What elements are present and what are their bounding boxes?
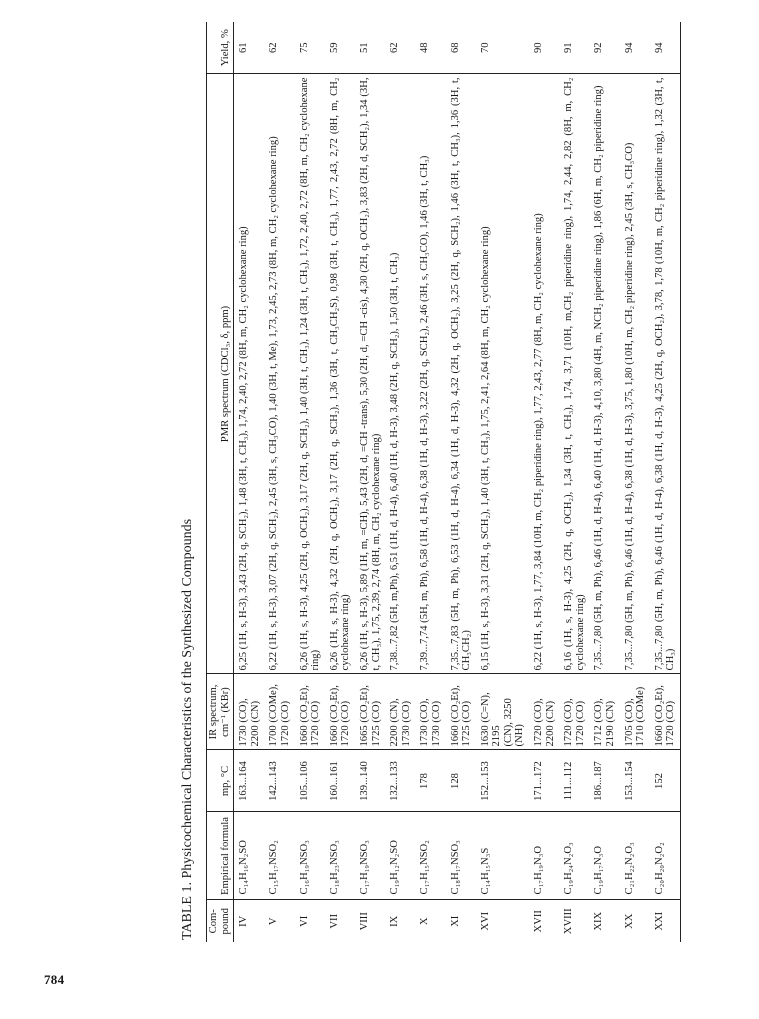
cell-formula: C₁₇H₁₉NSO₃ xyxy=(355,812,385,900)
header-yield: Yield, % xyxy=(207,22,234,74)
cell-compound: IV xyxy=(238,915,250,927)
cell-compound: X xyxy=(419,917,431,926)
cell-compound: VIII xyxy=(358,912,370,931)
cell-yield: 94 xyxy=(620,22,650,74)
cell-ir: 1660 (CO₂Et), 1720 (CO) xyxy=(325,674,355,750)
rotated-table-block xyxy=(180,5,759,1000)
cell-formula: C₁₇H₁₅NSO₂ xyxy=(415,812,445,900)
cell-pmr: 6,22 (1H, s, H-3), 1,77, 3,84 (10H, m, CH₂ piperidine ring), 1,77, 2,43, 2,77 (8H, m, CH₂ cyclohexane ring) xyxy=(529,74,559,674)
cell-pmr: 6,15 (1H, s, H-3), 3,31 (2H, q, SCH₂), 1,40 (3H, t, CH₃), 1,75, 2,41, 2,64 (8H, m, CH₂ cyclohexane ring) xyxy=(476,74,529,674)
cell-mp: 152...153 xyxy=(476,750,529,812)
cell-compound: XX xyxy=(623,913,635,929)
cell-ir: 1660 (CO₂Et), 1725 (CO) xyxy=(446,674,476,750)
table-row xyxy=(385,22,415,942)
table-row xyxy=(234,22,265,942)
cell-formula: C₁₉H₁₂N₂SO xyxy=(385,812,415,900)
header-pmr: PMR spectrum (CDCl₃, δ, ppm) xyxy=(207,74,234,674)
cell-formula: C₂₁H₂₂N₂O₃ xyxy=(620,812,650,900)
cell-compound: XVIII xyxy=(563,908,575,935)
table-row xyxy=(476,22,529,942)
cell-pmr: 6,26 (1H, s, H-3), 4,32 (2H, q, OCH₂), 3,17 (2H, q, SCH₂), 1,36 (3H, t, CH₃CH₂S), 0,98 (3H, t, CH₃), 1,77, 2,43, 2,72 (8H, m, CH₂ cyclohexane ring) xyxy=(325,74,355,674)
cell-yield: 48 xyxy=(415,22,445,74)
cell-formula: C₂₀H₂₀N₂O₂ xyxy=(650,812,681,900)
cell-compound: XXI xyxy=(650,900,681,942)
cell-mp: 171...172 xyxy=(529,750,559,812)
table-row xyxy=(264,22,294,942)
cell-yield: 51 xyxy=(355,22,385,74)
cell-ir: 1705 (CO), 1710 (COMe) xyxy=(620,674,650,750)
cell-ir: 1660 (CO₂Et), 1720 (CO) xyxy=(295,674,325,750)
table-row xyxy=(620,22,650,942)
cell-pmr: 7,35...7,80 (5H, m, Ph), 6,46 (1H, d, H-4), 6,38 (1H, d, H-3), 3,75, 1,80 (10H, m, CH₂ piperidine ring), 2,45 (3H, s, CH₃CO) xyxy=(620,74,650,674)
cell-yield: 62 xyxy=(385,22,415,74)
cell-formula: C₁₉H₂₄N₂O₃ xyxy=(559,812,589,900)
cell-ir: 1700 (COMe), 1720 (CO) xyxy=(264,674,294,750)
cell-formula: C₁₈H₂₃NSO₃ xyxy=(325,812,355,900)
cell-mp: 178 xyxy=(415,750,445,812)
cell-ir: 1720 (CO), 2200 (CN) xyxy=(529,674,559,750)
cell-ir: 1720 (CO), 1720 (CO) xyxy=(559,674,589,750)
header-row xyxy=(207,22,234,942)
cell-compound: V xyxy=(268,917,280,926)
table-row xyxy=(415,22,445,942)
cell-pmr: 6,26 (1H, s, H-3), 5,89 (1H, m, =CH), 5,43 (2H, d, =CH -trans), 5,30 (2H, d, =CH -cis), 4,30 (2H, q, OCH₂), 3,83 (2H, d, SCH₂), 1,34 (3H, t, CH₃), 1,75, 2,39, 2,74 (8H, m, CH₂ cyclohexane ring) xyxy=(355,74,385,674)
cell-mp: 142...143 xyxy=(264,750,294,812)
cell-pmr: 7,38...7,82 (5H, m,Ph), 6,51 (1H, d, H-4), 6,40 (1H, d, H-3), 3,48 (2H, q, SCH₂), 1,50 (3H, t, CH₃) xyxy=(385,74,415,674)
cell-compound: VII xyxy=(328,913,340,929)
cell-compound: IX xyxy=(389,915,401,927)
cell-compound: VI xyxy=(298,915,310,927)
table-row xyxy=(589,22,619,942)
cell-yield: 91 xyxy=(559,22,589,74)
cell-pmr: 6,22 (1H, s, H-3), 3,07 (2H, q, SCH₂), 2,45 (3H, s, CH₃CO), 1,40 (3H, t, Me), 1,73, 2,45, 2,73 (8H, m, CH₂ cyclohexane ring) xyxy=(264,74,294,674)
cell-formula: C₁₉H₁₇N₃O xyxy=(589,812,619,900)
cell-formula: C₁₈H₁₇NSO₃ xyxy=(446,812,476,900)
cell-formula: C₁₆H₁₉NSO₃ xyxy=(295,812,325,900)
cell-pmr: 7,39...7,74 (5H, m, Ph), 6,58 (1H, d, H-4), 6,38 (1H, d, H-3), 3,22 (2H, q, SCH₂), 2,46 (3H, s, CH₃CO), 1,46 (3H, t, CH₃) xyxy=(415,74,445,674)
cell-yield: 70 xyxy=(476,22,529,74)
cell-yield: 68 xyxy=(446,22,476,74)
page-number: 784 xyxy=(44,972,65,987)
table-row xyxy=(529,22,559,942)
header-compound: Com- pound xyxy=(207,900,234,942)
cell-pmr: 7,35...7,80 (5H, m, Ph), 6,46 (1H, d, H-4), 6,38 (1H, d, H-3), 4,25 (2H, q, OCH₂), 3,78, 1,78 (10H, m, CH₂ piperidine ring), 1,32 (3H, t, CH₃) xyxy=(650,74,681,674)
cell-mp: 186...187 xyxy=(589,750,619,812)
cell-pmr: 7,35...7,83 (5H, m, Ph), 6,53 (1H, d, H-4), 6,34 (1H, d, H-3), 4,32 (2H, q, OCH₂), 3,25 (2H, q, SCH₂), 1,46 (3H, t, CH₃), 1,36 (3H, t, CH₃CH₂) xyxy=(446,74,476,674)
cell-yield: 59 xyxy=(325,22,355,74)
cell-formula: C₁₄H₁₆N₂SO xyxy=(234,812,265,900)
cell-yield: 75 xyxy=(295,22,325,74)
cell-ir: 1730 (CO), 2200 (CN) xyxy=(234,674,265,750)
cell-compound: XVII xyxy=(533,910,545,933)
table-row xyxy=(355,22,385,942)
cell-mp: 153...154 xyxy=(620,750,650,812)
table-row xyxy=(650,22,681,942)
cell-mp: 128 xyxy=(446,750,476,812)
table-title: TABLE 1. Physicochemical Characteristics of the Synthesized Compounds xyxy=(180,518,195,940)
cell-ir: 1712 (CO), 2190 (CN) xyxy=(589,674,619,750)
cell-formula: C₁₄H₁₅N₃S xyxy=(476,812,529,900)
cell-ir: 2200 (CN), 1730 (CO) xyxy=(385,674,415,750)
table-row xyxy=(295,22,325,942)
cell-mp: 160...161 xyxy=(325,750,355,812)
cell-mp: 111...112 xyxy=(559,750,589,812)
cell-ir: 1630 (C=N), 2195 (CN), 3250 (NH) xyxy=(476,674,529,750)
cell-pmr: 6,25 (1H, s, H-3), 3,43 (2H, q, SCH₂), 1,48 (3H, t, CH₃), 1,74, 2,40, 2,72 (8H, m, CH₂ cyclohexane ring) xyxy=(234,74,265,674)
table-row xyxy=(325,22,355,942)
cell-mp: 105...106 xyxy=(295,750,325,812)
cell-mp: 163...164 xyxy=(234,750,265,812)
cell-yield: 62 xyxy=(264,22,294,74)
cell-formula: C₁₇H₁₉N₃O xyxy=(529,812,559,900)
cell-ir: 1660 (CO₂Et), 1720 (CO) xyxy=(650,674,681,750)
cell-yield: 94 xyxy=(650,22,681,74)
cell-mp: 139...140 xyxy=(355,750,385,812)
table-row xyxy=(559,22,589,942)
header-ir: IR spectrum, cm⁻¹ (KBr) xyxy=(207,674,234,750)
cell-pmr: 7,35...7,80 (5H, m, Ph), 6,46 (1H, d, H-4), 6,40 (1H, d, H-3), 4,10, 3,80 (4H, m, NCH₂ piperidine ring), 1,86 (6H, m, CH₂ piperidine ring) xyxy=(589,74,619,674)
cell-compound: XI xyxy=(449,915,461,927)
cell-compound: XVI xyxy=(479,911,491,931)
header-formula: Empirical formula xyxy=(207,812,234,900)
cell-yield: 61 xyxy=(234,22,265,74)
table-row xyxy=(446,22,476,942)
cell-formula: C₁₅H₁₇NSO₂ xyxy=(264,812,294,900)
cell-mp: 132...133 xyxy=(385,750,415,812)
cell-ir: 1665 (CO₂Et), 1725 (CO) xyxy=(355,674,385,750)
cell-yield: 92 xyxy=(589,22,619,74)
compounds-table xyxy=(206,22,681,942)
header-mp: mp, °C xyxy=(207,750,234,812)
cell-ir: 1730 (CO), 1730 (CO) xyxy=(415,674,445,750)
cell-pmr: 6,26 (1H, s, H-3), 4,25 (2H, q, OCH₂), 3,17 (2H, q, SCH₂), 1,40 (3H, t, CH₃), 1,24 (3H, t, CH₃), 1,72, 2,40, 2,72 (8H, m, CH₂ cyclohexane ring) xyxy=(295,74,325,674)
cell-compound: XIX xyxy=(593,911,605,931)
cell-pmr: 6,16 (1H, s, H-3), 4,25 (2H, q, OCH₂), 1,34 (3H, t, CH₃), 1,74, 3,71 (10H, m,CH₂ piperidine ring), 1,74, 2,44, 2,82 (8H, m, CH₂ cyclohexane ring) xyxy=(559,74,589,674)
cell-mp: 152 xyxy=(650,750,681,812)
cell-yield: 90 xyxy=(529,22,559,74)
